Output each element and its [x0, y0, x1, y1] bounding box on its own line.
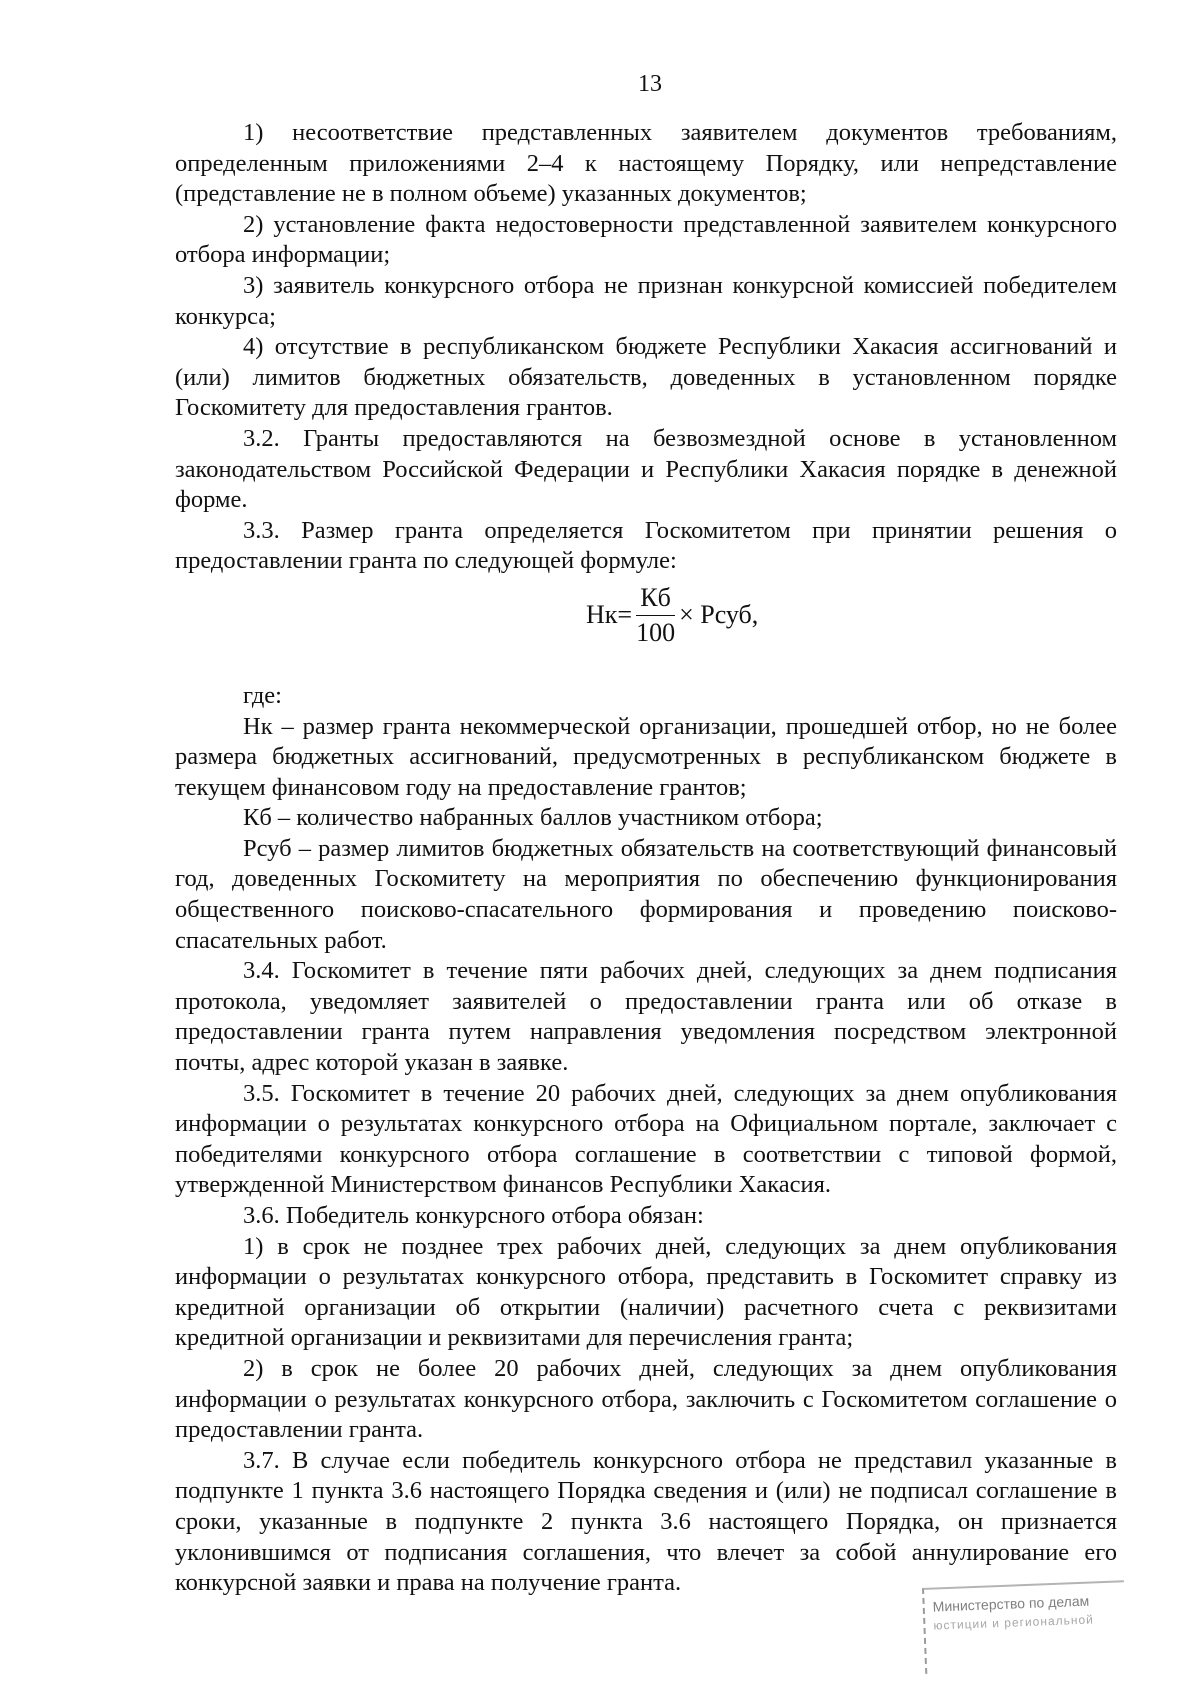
formula-lhs: Нк= — [586, 600, 633, 630]
definition-rsub: Рсуб – размер лимитов бюджетных обязательств на соответствующий финансовый год, доведенных Госкомитету на мероприятия по обеспечению функционирования общественного поисково-спасательного формирования и проведению поисково-спасательных работ. — [175, 834, 1117, 954]
paragraph-item-4-no-budget: 4) отсутствие в республиканском бюджете Республики Хакасия ассигнований и (или) лимитов бюджетных обязательств, доведенных в установленном порядке Госкомитету для предоставления грантов. — [175, 333, 1117, 422]
page-number: 13 — [638, 71, 662, 97]
paragraph-3-6-item-1: 1) в срок не позднее трех рабочих дней, следующих за днем опубликования информации о результатах конкурсного отбора, представить в Госкомитет справку из кредитной организации об открытии (наличии) расчетного счета с реквизитами кредитной организации и реквизитами для перечисления гранта; — [175, 1232, 1117, 1352]
paragraph-3-6: 3.6. Победитель конкурсного отбора обязан: — [243, 1202, 704, 1229]
grant-formula — [586, 583, 758, 648]
definition-kb: Кб – количество набранных баллов участником отбора; — [243, 804, 823, 832]
document-body — [175, 118, 1117, 1599]
formula-numerator: Кб — [636, 583, 675, 616]
paragraph-item-1-nonconformity: 1) несоответствие представленных заявителем документов требованиям, определенным приложениями 2–4 к настоящему Порядку, или непредставление (представление не в полном объеме) указанных документов; — [175, 119, 1117, 208]
paragraph-3-7: 3.7. В случае если победитель конкурсного отбора не представил указанные в подпункте 1 пункта 3.6 настоящего Порядка сведения и (или) не подписал соглашение в сроки, указанные в подпункте 2 пункта 3.6 настоящего Порядка, он признается уклонившимся от подписания соглашения, что влечет за собой аннулирование его конкурсной заявки и права на получение гранта. — [175, 1446, 1117, 1597]
paragraph-3-6-item-2: 2) в срок не более 20 рабочих дней, следующих за днем опубликования информации о результатах конкурсного отбора, заключить с Госкомитетом соглашение о предоставлении гранта. — [175, 1354, 1117, 1444]
paragraph-3-4: 3.4. Госкомитет в течение пяти рабочих дней, следующих за днем подписания протокола, уведомляет заявителей о предоставлении гранта или об отказе в предоставлении гранта путем направления уведомления посредством электронной почты, адрес которой указан в заявке. — [175, 957, 1117, 1077]
ministry-stamp — [922, 1580, 1127, 1674]
stamp-line-2: юстиции и региональной — [933, 1612, 1095, 1633]
paragraph-3-2: 3.2. Гранты предоставляются на безвозмездной основе в установленном законодательством Российской Федерации и Республики Хакасия порядке в денежной форме. — [175, 424, 1117, 514]
stamp-line-1: Министерство по делам — [932, 1592, 1090, 1615]
definition-nk: Нк – размер гранта некоммерческой организации, прошедшей отбор, но не более размера бюджетных ассигнований, предусмотренных в республиканском бюджете в текущем финансовом году на предоставление грантов; — [175, 712, 1117, 801]
formula-denominator: 100 — [636, 617, 676, 647]
formula-fraction — [636, 583, 675, 648]
where-label: где: — [243, 681, 282, 709]
paragraph-3-5: 3.5. Госкомитет в течение 20 рабочих дней, следующих за днем опубликования информации о результатах конкурсного отбора на Официальном портале, заключает с победителями конкурсного отбора соглашение в соответствии с типовой формой, утвержденной Министерством финансов Республики Хакасия. — [175, 1079, 1117, 1199]
grant-formula-block — [175, 577, 1117, 681]
paragraph-item-2-unreliability: 2) установление факта недостоверности представленной заявителем конкурсного отбора информации; — [175, 210, 1117, 269]
formula-rhs: × Рсуб, — [679, 600, 759, 630]
paragraph-3-3: 3.3. Размер гранта определяется Госкомитетом при принятии решения о предоставлении гранта по следующей формуле: — [175, 516, 1117, 575]
paragraph-item-3-not-winner: 3) заявитель конкурсного отбора не признан конкурсной комиссией победителем конкурса; — [175, 271, 1117, 330]
